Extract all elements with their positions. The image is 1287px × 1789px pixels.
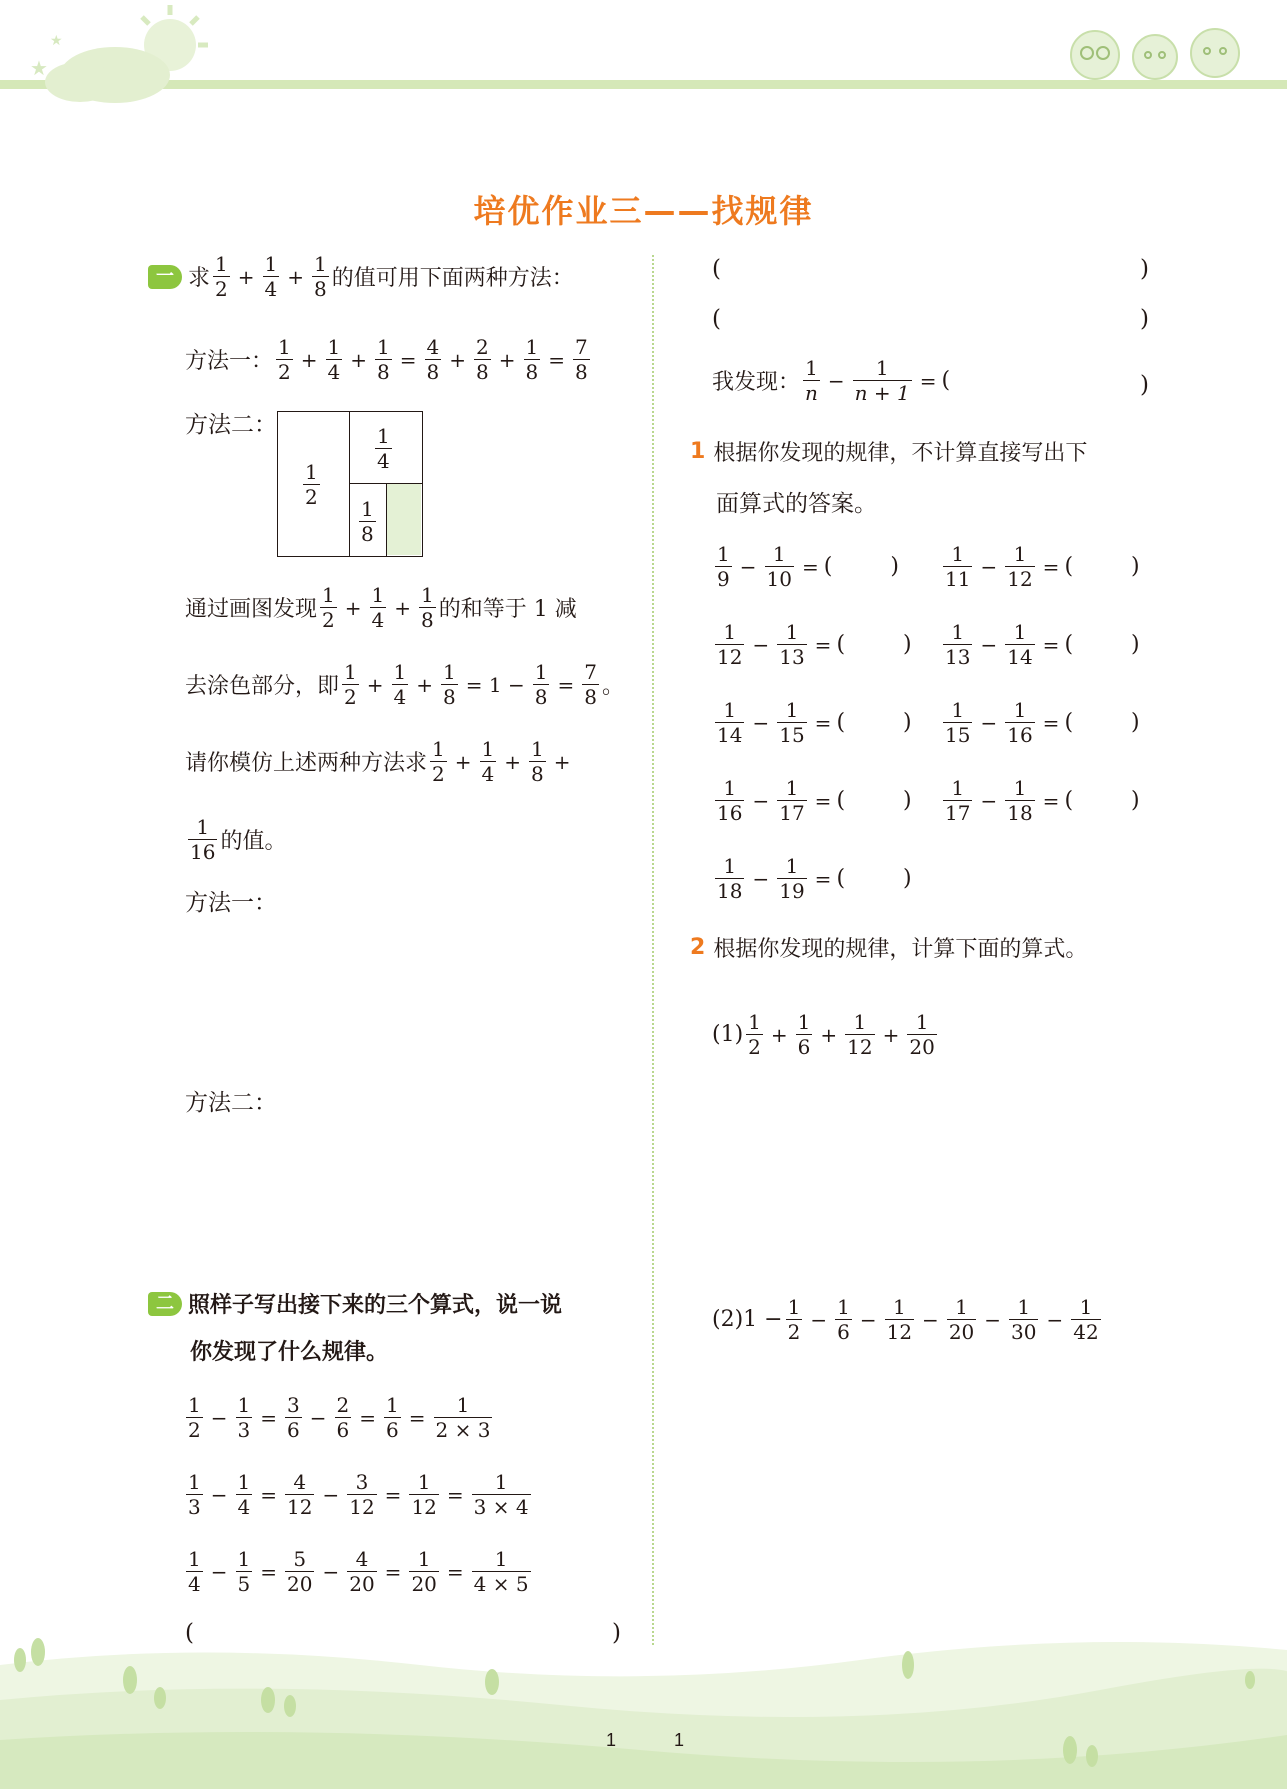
explain-line2: 去涂色部分，即 $\frac{1}{2}$ + $\frac{1}{4}$ + $\frac{1}{8}$ = 1 − $\frac{1}{8}$ = $\frac{7}{8}$ 。 [185, 660, 624, 709]
prompt-text: 的值可用下面两种方法： [331, 266, 574, 291]
answer-paren-close: ) [612, 1620, 621, 1646]
q1-item: $\frac{1}{11}$ − $\frac{1}{12}$ = ( ) [945, 542, 1140, 591]
explain-line4: $\frac{1}{16}$ 的值。 [190, 815, 287, 864]
q1-item: $\frac{1}{13}$ − $\frac{1}{14}$ = ( ) [945, 620, 1140, 669]
quarter-label: $\frac{1}{4}$ [377, 424, 390, 473]
q2-title: 2 根据你发现的规律，计算下面的算式。 [690, 935, 1088, 962]
q1-item: $\frac{1}{14}$ − $\frac{1}{15}$ = ( ) [717, 698, 912, 747]
q1-item: $\frac{1}{17}$ − $\frac{1}{18}$ = ( ) [945, 776, 1140, 825]
prompt-text: 求 [188, 266, 211, 291]
footer-hills-decoration [0, 1620, 1287, 1789]
svg-text:★: ★ [30, 56, 48, 80]
q1-item: $\frac{1}{9}$ − $\frac{1}{10}$ = ( ) [717, 542, 899, 591]
answer-paren-close: ) [1140, 256, 1149, 282]
method2-label: 方法二： [185, 412, 277, 438]
q1-item: $\frac{1}{18}$ − $\frac{1}{19}$ = ( ) [717, 854, 912, 903]
answer-paren-close: ) [1140, 306, 1149, 332]
explain-line3: 请你模仿上述两种方法求 $\frac{1}{2}$ + $\frac{1}{4}$ + $\frac{1}{8}$ + [185, 737, 571, 786]
answer-paren-close: ) [1140, 372, 1149, 398]
page-number-right: 1 [674, 1730, 685, 1750]
answer-paren-open: ( [712, 306, 721, 332]
sec2-title-line2: 你发现了什么规律。 [190, 1340, 389, 1365]
svg-text:★: ★ [50, 33, 63, 49]
method1-equation: 方法一： $\frac{1}{2}$ + $\frac{1}{4}$ + $\frac{1}{8}$ = $\frac{4}{8}$ + $\frac{2}{8}$ + $\frac{1}{8}$ = $\frac{7}{8}$ [185, 335, 588, 384]
q1-item: $\frac{1}{15}$ − $\frac{1}{16}$ = ( ) [945, 698, 1140, 747]
answer-method2-label: 方法二： [185, 1090, 277, 1116]
cloud-sun-icon [20, 0, 210, 110]
column-divider [652, 255, 654, 1645]
shaded-region [387, 484, 421, 555]
method1-label: 方法一： [185, 349, 274, 374]
page-title: 培优作业三——找规律 [473, 192, 814, 230]
half-label: $\frac{1}{2}$ [305, 460, 318, 509]
q2-part1: (1) $\frac{1}{2}$ + $\frac{1}{6}$ + $\frac{1}{12}$ + $\frac{1}{20}$ [712, 1010, 935, 1059]
eighth-label: $\frac{1}{8}$ [361, 497, 374, 546]
example-row-1: $\frac{1}{2}$ − $\frac{1}{3}$ = $\frac{3}{6}$ − $\frac{2}{6}$ = $\frac{1}{6}$ = $\frac{1}{2 \times 3}$ [188, 1393, 491, 1442]
q1-item: $\frac{1}{12}$ − $\frac{1}{13}$ = ( ) [717, 620, 912, 669]
sec2-title: 二 照样子写出接下来的三个算式，说一说 [148, 1288, 562, 1319]
explain-line1: 通过画图发现 $\frac{1}{2}$ + $\frac{1}{4}$ + $\frac{1}{8}$ 的和等于 1 减 [185, 583, 577, 632]
section-badge: 一 [148, 265, 182, 289]
page-number-left: 1 [606, 1730, 617, 1750]
q1-item: $\frac{1}{16}$ − $\frac{1}{17}$ = ( ) [717, 776, 912, 825]
sec1-prompt: 一 求 $\frac{1}{2}$ + $\frac{1}{4}$ + $\frac{1}{8}$ 的值可用下面两种方法： [148, 252, 574, 301]
answer-method1-label: 方法一： [185, 890, 277, 916]
answer-paren-open: ( [185, 1620, 194, 1646]
animal-heads-icon [1055, 15, 1255, 85]
q2-part2: (2)1 − $\frac{1}{2}$ − $\frac{1}{6}$ − $\frac{1}{12}$ − $\frac{1}{20}$ − $\frac{1}{30}$ − $\frac{1}{42}$ [712, 1295, 1099, 1344]
section-badge: 二 [148, 1292, 182, 1316]
q1-title-line2: 面算式的答案。 [716, 491, 877, 517]
q1-title: 1 根据你发现的规律，不计算直接写出下 [690, 439, 1088, 466]
example-row-3: $\frac{1}{4}$ − $\frac{1}{5}$ = $\frac{5}{20}$ − $\frac{4}{20}$ = $\frac{1}{20}$ = $\frac{1}{4 \times 5}$ [188, 1547, 529, 1596]
discover-formula: 我发现： $\frac{1}{n}$ − $\frac{1}{n + 1}$ = ( [712, 356, 951, 405]
example-row-2: $\frac{1}{3}$ − $\frac{1}{4}$ = $\frac{4}{12}$ − $\frac{3}{12}$ = $\frac{1}{12}$ = $\frac{1}{3 \times 4}$ [188, 1470, 529, 1519]
answer-paren-open: ( [712, 256, 721, 282]
